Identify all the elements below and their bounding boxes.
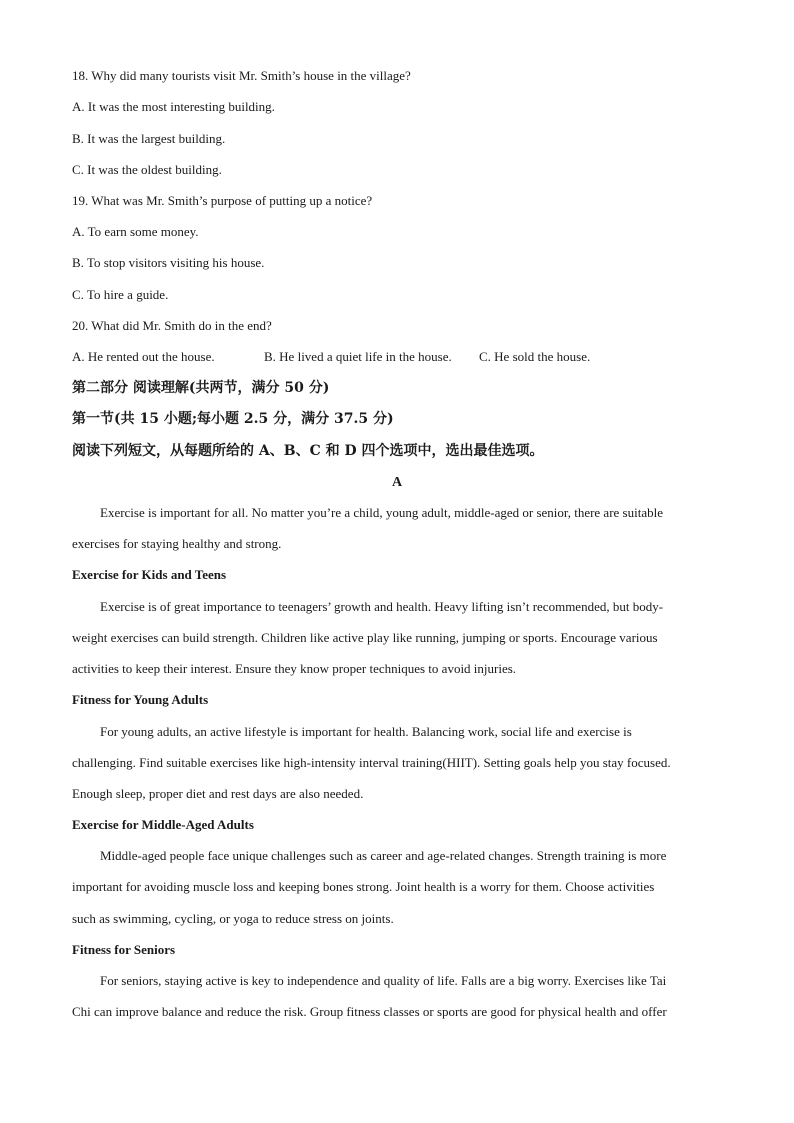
kids-line-2: weight exercises can build strength. Children like active play like running, jumping or sports. Encourage various: [72, 630, 658, 645]
heading-young-adults: Fitness for Young Adults: [72, 692, 209, 707]
young-line-2: challenging. Find suitable exercises like high-intensity interval training(HIIT). Setting goals help you stay focused.: [72, 755, 671, 770]
subsection-one-title: 第一节(共 15 小题;每小题 2.5 分，满分 37.5 分): [72, 411, 394, 427]
question-18: 18. Why did many tourists visit Mr. Smith’s house in the village?: [72, 68, 411, 83]
kids-line-1: Exercise is of great importance to teenagers’ growth and health. Heavy lifting isn’t recommended, but body-: [100, 599, 664, 614]
heading-kids-teens: Exercise for Kids and Teens: [72, 567, 227, 582]
intro-line-2: exercises for staying healthy and strong.: [72, 536, 282, 551]
middle-line-3: such as swimming, cycling, or yoga to reduce stress on joints.: [72, 911, 394, 926]
q18-option-b: B. It was the largest building.: [72, 131, 226, 146]
heading-seniors: Fitness for Seniors: [72, 942, 176, 957]
q18-option-a: A. It was the most interesting building.: [72, 99, 275, 114]
middle-line-2: important for avoiding muscle loss and keeping bones strong. Joint health is a worry for them. Choose activities: [72, 879, 655, 894]
q19-option-b: B. To stop visitors visiting his house.: [72, 255, 265, 270]
reading-instruction: 阅读下列短文，从每题所给的 A、B、C 和 D 四个选项中，选出最佳选项。: [72, 443, 544, 459]
passage-label: A: [391, 475, 403, 490]
young-line-1: For young adults, an active lifestyle is important for health. Balancing work, social life and exercise is: [100, 724, 632, 739]
seniors-line-1: For seniors, staying active is key to independence and quality of life. Falls are a big worry. Exercises like Tai: [100, 973, 667, 988]
kids-line-3: activities to keep their interest. Ensure they know proper techniques to avoid injuries.: [72, 661, 517, 676]
young-line-3: Enough sleep, proper diet and rest days are also needed.: [72, 786, 364, 801]
q20-option-c: C. He sold the house.: [479, 349, 591, 364]
q19-option-a: A. To earn some money.: [72, 224, 199, 239]
part-two-title: 第二部分 阅读理解(共两节，满分 50 分): [72, 380, 330, 396]
intro-line-1: Exercise is important for all. No matter you’re a child, young adult, middle-aged or senior, there are suitable: [100, 505, 663, 520]
q18-option-c: C. It was the oldest building.: [72, 162, 222, 177]
middle-line-1: Middle-aged people face unique challenges such as career and age-related changes. Strength training is more: [100, 848, 667, 863]
heading-middle-aged: Exercise for Middle-Aged Adults: [72, 817, 254, 832]
question-19: 19. What was Mr. Smith’s purpose of putting up a notice?: [72, 193, 373, 208]
q19-option-c: C. To hire a guide.: [72, 287, 169, 302]
q20-option-b: B. He lived a quiet life in the house.: [264, 349, 452, 364]
question-20: 20. What did Mr. Smith do in the end?: [72, 318, 272, 333]
seniors-line-2: Chi can improve balance and reduce the risk. Group fitness classes or sports are good for physical health and offer: [72, 1004, 667, 1019]
q20-option-a: A. He rented out the house.: [72, 349, 215, 364]
